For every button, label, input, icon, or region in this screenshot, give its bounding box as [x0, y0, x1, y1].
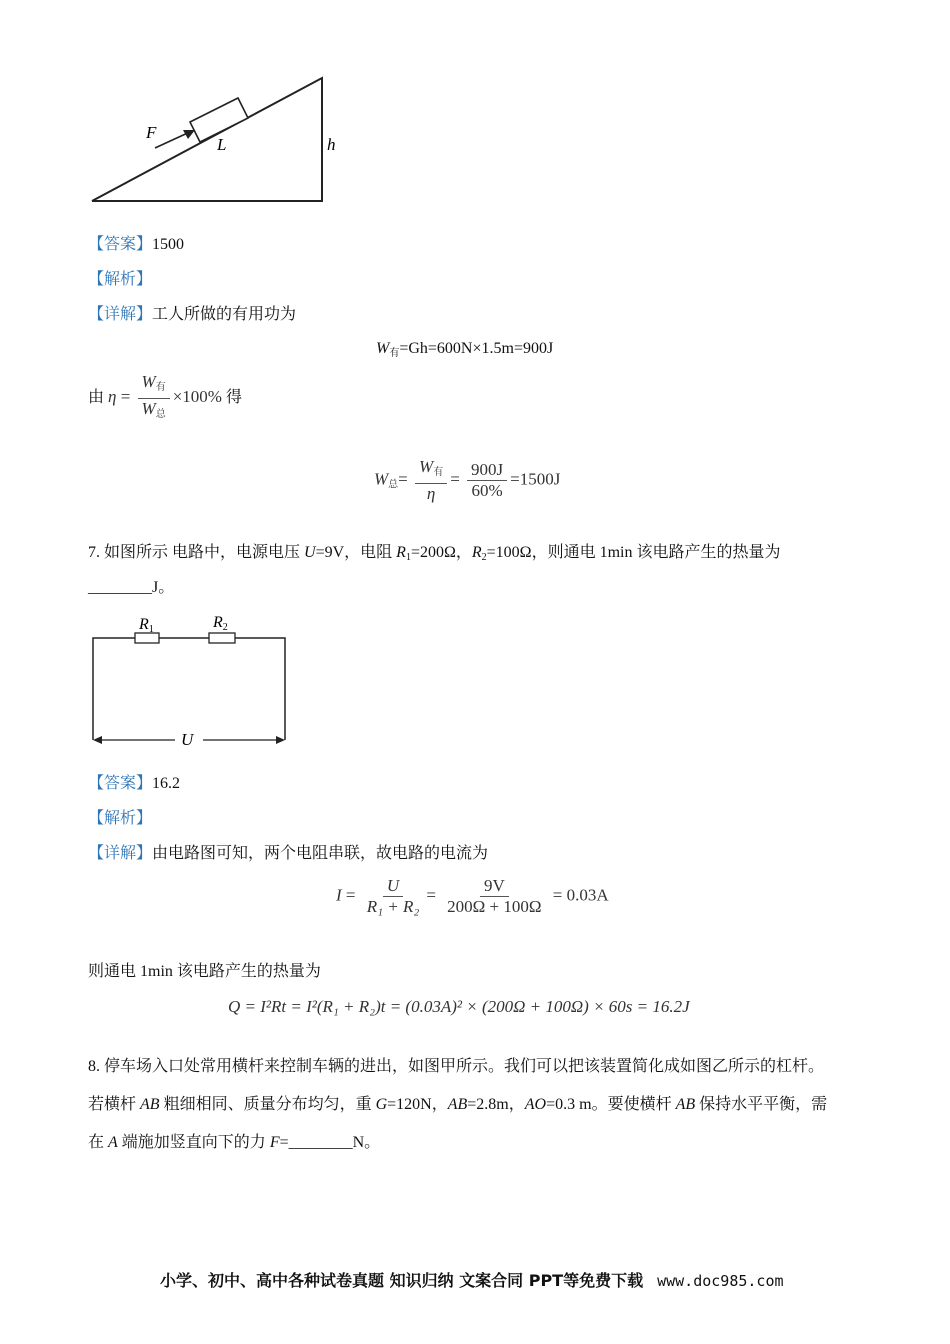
q6-detail [88, 304, 296, 325]
q6-equation-efficiency: 由 η = $\frac{W_有}{W_总}$ ×100% 得 [88, 372, 242, 420]
circuit-diagram [85, 612, 295, 748]
q7-equation-heat: Q = I²Rt = I²(R₁ + R₂)t = (0.03A)² × (200Ω + 100Ω) × 60s = 16.2J [228, 997, 690, 1016]
answer-tag: 【答案】 [88, 773, 153, 792]
footer-url[interactable]: www.doc985.com [657, 1272, 784, 1290]
q8-question-line2: 若横杆 AB 粗细相同、质量分布均匀，重 G=120N，AB=2.8m，AO=0.3 m。要使横杆 AB 保持水平平衡，需 [88, 1096, 828, 1113]
answer-value: 16.2 [152, 775, 181, 792]
q7-question-line2: ________J。 [88, 579, 175, 596]
detail-text: 工人所做的有用功为 [152, 306, 297, 323]
q7-question-line1: 7. 如图所示 电路中，电源电压 U=9V，电阻 $R_1=200\Omega$，$R_2=100\Omega$，则通电 1min 该电路产生的热量为 [88, 544, 781, 563]
q6-equation-work: $W_有=Gh=600N\times 1.5m=900J$ [376, 340, 554, 359]
detail-text: 由电路图可知，两个电阻串联，故电路的电流为 [152, 845, 489, 862]
circuit-wire [235, 638, 285, 740]
resistor-r1 [135, 633, 159, 643]
q7-equation-current: I = $\frac{U}{\text{R₁ + R₂}}$ = $\frac{9V}{200\Omega + 100\Omega}$ = 0.03A [336, 876, 609, 916]
force-label: F [146, 123, 157, 142]
answer-tag: 【答案】 [88, 234, 153, 253]
q7-analysis [88, 808, 152, 829]
height-label: h [327, 135, 336, 154]
q6-analysis [88, 269, 152, 290]
detail-tag: 【详解】 [88, 843, 153, 862]
analysis-tag: 【解析】 [88, 808, 153, 827]
q7-answer [88, 773, 180, 794]
u-label: U [181, 730, 194, 748]
circuit-wire [93, 638, 135, 740]
q8-question-line3: 在 A 端施加竖直向下的力 F=________N。 [88, 1134, 381, 1151]
r1-label: R1 [139, 616, 154, 635]
incline-triangle [92, 78, 322, 201]
q8-question-line1: 8. 停车场入口处常用横杆来控制车辆的进出，如图甲所示。我们可以把该装置简化成如图乙所示的杠杆。 [88, 1058, 825, 1075]
detail-tag: 【详解】 [88, 304, 153, 323]
q7-heat-text: 则通电 1min 该电路产生的热量为 [88, 963, 321, 980]
incline-diagram [80, 70, 360, 210]
q6-answer [88, 234, 184, 255]
answer-value: 1500 [152, 236, 185, 253]
r2-label: R2 [213, 614, 228, 633]
voltage-arrow-left [93, 736, 102, 744]
q6-equation-total: $W_总=$ $\frac{W_有}{\eta}$ = $\frac{900J}{60\%}$ =1500J [374, 457, 561, 503]
footer-text: 小学、初中、高中各种试卷真题 知识归纳 文案合同 PPT等免费下载 [160, 1271, 644, 1290]
q7-detail [88, 843, 488, 864]
analysis-tag: 【解析】 [88, 269, 153, 288]
resistor-r2 [209, 633, 235, 643]
length-label: L [217, 135, 227, 154]
page-footer [160, 1268, 784, 1291]
voltage-arrow-right [276, 736, 285, 744]
